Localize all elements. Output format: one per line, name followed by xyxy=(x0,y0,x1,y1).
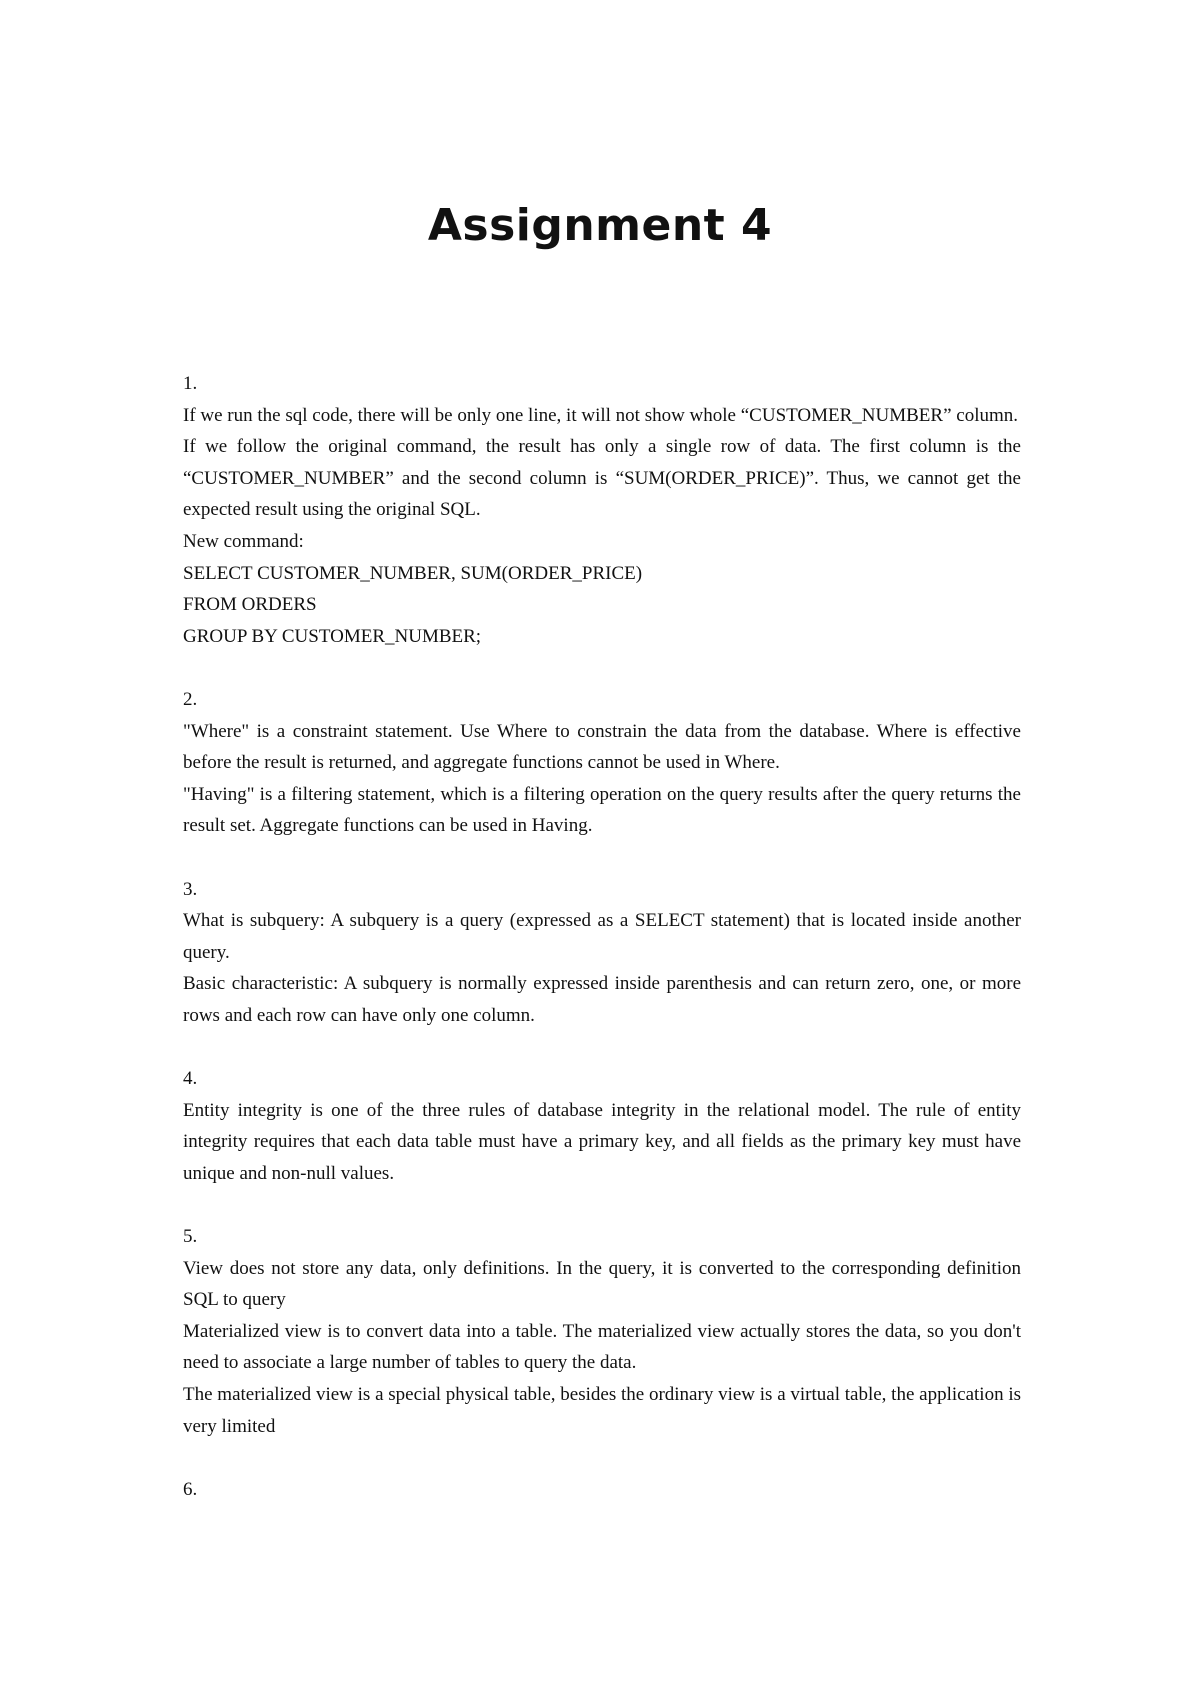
document-title: Assignment 4 xyxy=(427,200,773,251)
paragraph: Entity integrity is one of the three rules of database integrity in the relational model. The rule of entity integrity requires that each data table must have a primary key, and all fields as the primary key must have unique and non-null values. xyxy=(183,1099,1021,1184)
paragraph: Materialized view is to convert data into a table. The materialized view actually stores the data, so you don't need to associate a large number of tables to query the data. xyxy=(183,1320,1021,1374)
answer-section-2 xyxy=(183,684,1021,842)
answer-section-3 xyxy=(183,874,1021,1032)
paragraph: What is subquery: A subquery is a query (expressed as a SELECT statement) that is located inside another query. xyxy=(183,910,1021,963)
answer-section-1 xyxy=(183,368,1021,652)
paragraph: "Having" is a filtering statement, which is a filtering operation on the query results after the query returns the result set. Aggregate functions can be used in Having. xyxy=(183,783,1021,837)
paragraph: New command: xyxy=(183,530,304,552)
sql-code-line: SELECT CUSTOMER_NUMBER, SUM(ORDER_PRICE) xyxy=(183,562,643,584)
section-number: 1. xyxy=(183,373,198,394)
paragraph: If we follow the original command, the result has only a single row of data. The first column is the “CUSTOMER_NUMBER” and the second column is “SUM(ORDER_PRICE)”. Thus, we cannot get the expected result using the original SQL. xyxy=(183,436,1021,521)
sql-code-line: GROUP BY CUSTOMER_NUMBER; xyxy=(183,625,482,647)
answer-section-4 xyxy=(183,1063,1021,1189)
section-number: 2. xyxy=(183,688,198,710)
section-number: 4. xyxy=(183,1068,198,1090)
section-number: 5. xyxy=(183,1226,198,1248)
section-number: 6. xyxy=(183,1478,198,1500)
paragraph: If we run the sql code, there will be only one line, it will not show whole “CUSTOMER_NUMBER” column. xyxy=(183,404,1019,426)
section-number: 3. xyxy=(183,878,198,900)
answer-section-6 xyxy=(183,1474,1021,1506)
sql-code-line: FROM ORDERS xyxy=(183,594,317,616)
paragraph: "Where" is a constraint statement. Use Where to constrain the data from the database. Where is effective before the result is returned, and aggregate functions cannot be used in Where. xyxy=(183,720,1021,774)
paragraph: The materialized view is a special physical table, besides the ordinary view is a virtual table, the application is very limited xyxy=(183,1384,1021,1437)
paragraph: View does not store any data, only definitions. In the query, it is converted to the corresponding definition SQL to query xyxy=(183,1257,1021,1311)
paragraph: Basic characteristic: A subquery is normally expressed inside parenthesis and can return zero, one, or more rows and each row can have only one column. xyxy=(183,973,1021,1026)
document-body xyxy=(183,368,1021,1505)
answer-section-5 xyxy=(183,1221,1021,1442)
